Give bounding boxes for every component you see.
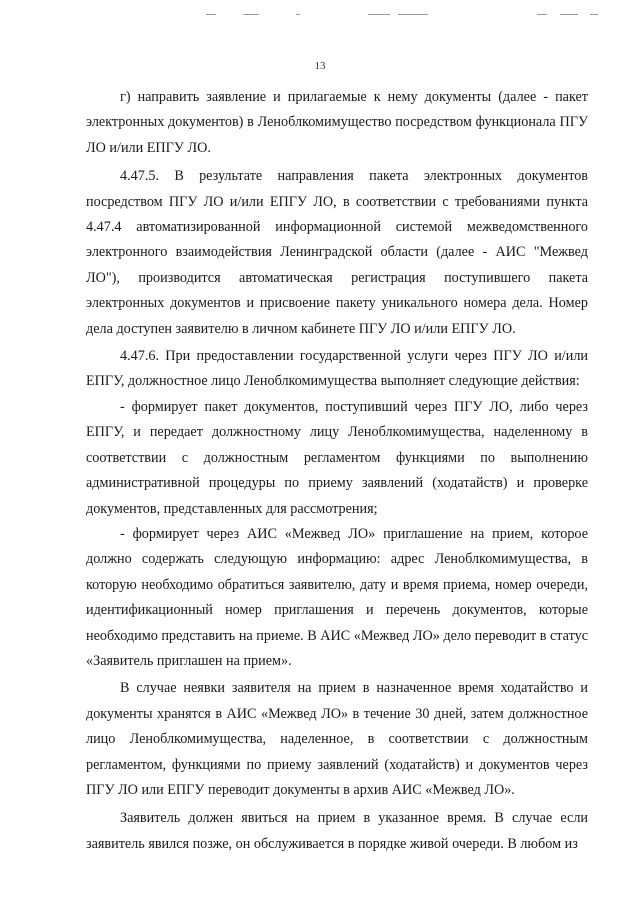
paragraph-4-47-6: 4.47.6. При предоставлении государственной услуги через ПГУ ЛО и/или ЕПГУ, должностное лицо Леноблкомимущества выполняет следующие действия: bbox=[86, 348, 588, 390]
paragraph-forms-package: - формирует пакет документов, поступивший через ПГУ ЛО, либо через ЕПГУ, и передает должностному лицу Леноблкомимущества, наделенному в соответствии с должностным регламентом функциями по выполнению административной процедуры по приему заявлений (ходатайств) и проверке документов, представленных для рассмотрения; bbox=[86, 398, 588, 517]
paragraph-4-47-5: 4.47.5. В результате направления пакета электронных документов посредством ПГУ ЛО и/или ЕПГУ ЛО, в соответствии с требованиями пункта 4.47.4 автоматизированной информационной системой межведомственного электронного взаимодействия Ленинградской области (далее - АИС "Межвед ЛО"), производится автоматическая регистрация поступившего пакета электронных документов и присвоение пакету уникального номера дела. Номер дела доступен заявителю в личном кабинете ПГУ ЛО и/или ЕПГУ ЛО. bbox=[86, 168, 588, 337]
paragraph-non-appearance: В случае неявки заявителя на прием в назначенное время ходатайство и документы хранятся в АИС «Межвед ЛО» в течение 30 дней, затем должностное лицо Леноблкомимущества, наделенное, в соответствии с должностным регламентом, функциями по приему заявлений (ходатайств) и документов через ПГУ ЛО или ЕПГУ переводит документы в архив АИС «Межвед ЛО». bbox=[86, 680, 588, 798]
paragraph-applicant-appearance: Заявитель должен явиться на прием в указанное время. В случае если заявитель явился позже, он обслуживается в порядке живой очереди. В любом из bbox=[86, 810, 588, 852]
document-body bbox=[86, 85, 588, 857]
page-number: 13 bbox=[314, 60, 326, 72]
paragraph-forms-invitation: - формирует через АИС «Межвед ЛО» приглашение на прием, которое должно содержать следующую информацию: адрес Леноблкомимущества, в которую необходимо обратиться заявителю, дату и время приема, номер очереди, идентификационный номер приглашения и перечень документов, которые необходимо представить на приеме. В АИС «Межвед ЛО» дело переводит в статус «Заявитель приглашен на прием». bbox=[86, 525, 588, 669]
paragraph-submit-application: г) направить заявление и прилагаемые к нему документы (далее - пакет электронных документов) в Леноблкомимущество посредством функционала ПГУ ЛО и/или ЕПГУ ЛО. bbox=[86, 89, 588, 156]
scan-artifacts bbox=[0, 14, 640, 18]
